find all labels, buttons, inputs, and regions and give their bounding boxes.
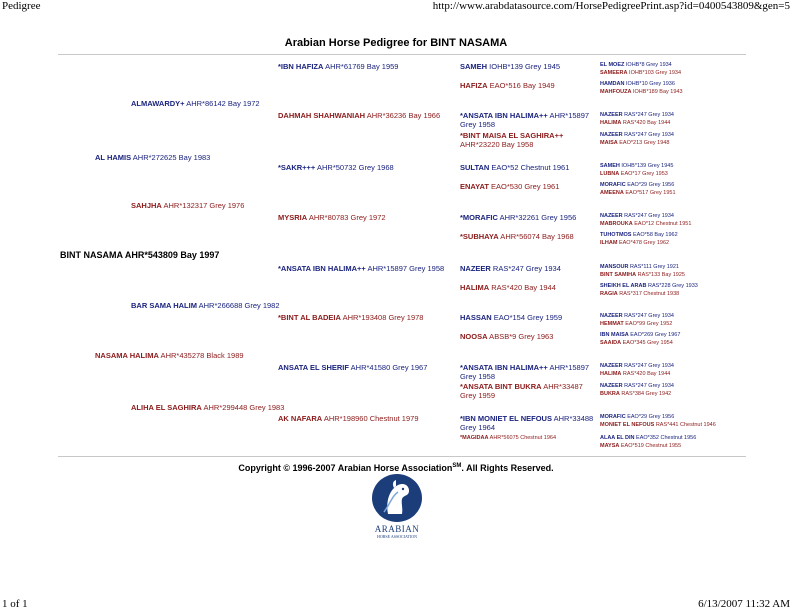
pedigree-entry-g5: IBN MAISA EAO*269 Grey 1967 — [600, 332, 681, 338]
horse-name[interactable]: ANSATA EL SHERIF — [278, 363, 349, 372]
pedigree-entry-g2: BAR SAMA HALIM AHR*266688 Grey 1982 — [131, 301, 280, 310]
horse-name[interactable]: *IBN MONIET EL NEFOUS — [460, 414, 552, 423]
horse-name[interactable]: ENAYAT — [460, 182, 489, 191]
pedigree-entry-g4: ENAYAT EAO*530 Grey 1961 — [460, 182, 560, 191]
arabian-horse-association-logo — [368, 474, 426, 540]
horse-name[interactable]: HAMDAN — [600, 81, 625, 87]
horse-name[interactable]: MORAFIC — [600, 182, 626, 188]
horse-name[interactable]: ALIHA EL SAGHIRA — [131, 403, 202, 412]
horse-name[interactable]: SAMEH — [460, 62, 488, 71]
print-header-left: Pedigree — [2, 0, 41, 12]
horse-name[interactable]: NAZEER — [600, 213, 623, 219]
horse-name[interactable]: *ANSATA IBN HALIMA++ — [460, 111, 548, 120]
pedigree-entry-g5: MANSOUR RAS*111 Grey 1921 — [600, 264, 679, 270]
page-title: Arabian Horse Pedigree for BINT NASAMA — [284, 37, 508, 49]
pedigree-entry-g5: SAAIDA EAO*345 Grey 1954 — [600, 340, 673, 346]
pedigree-entry-g5: BINT SAMIHA RAS*133 Bay 1925 — [600, 272, 685, 278]
pedigree-entry-g3: MYSRIA AHR*80783 Grey 1972 — [278, 213, 386, 222]
pedigree-entry-g2: ALMAWARDY+ AHR*86142 Bay 1972 — [131, 99, 260, 108]
horse-name[interactable]: MABROUKA — [600, 221, 633, 227]
horse-name[interactable]: SHEIKH EL ARAB — [600, 283, 647, 289]
pedigree-entry-g5: MAHFOUZA IOHB*189 Bay 1943 — [600, 89, 683, 95]
pedigree-entry-g5: ILHAM EAO*478 Grey 1962 — [600, 240, 670, 246]
logo-emblem — [372, 474, 422, 522]
horse-name[interactable]: BUKRA — [600, 391, 620, 397]
horse-name[interactable]: RAGIA — [600, 291, 618, 297]
pedigree-entry-g4: SULTAN EAO*52 Chestnut 1961 — [460, 163, 570, 172]
pedigree-entry-g5: MAISA EAO*213 Grey 1948 — [600, 140, 670, 146]
horse-name[interactable]: HALIMA — [600, 120, 622, 126]
horse-name[interactable]: NAZEER — [600, 112, 623, 118]
pedigree-entry-g4: *SUBHAYA AHR*56074 Bay 1968 — [460, 232, 574, 241]
pedigree-entry-g2: SAHJHA AHR*132317 Grey 1976 — [131, 201, 245, 210]
horse-name[interactable]: BAR SAMA HALIM — [131, 301, 197, 310]
pedigree-entry-g5: LUBNA EAO*17 Grey 1953 — [600, 171, 668, 177]
horse-name[interactable]: NAZEER — [600, 363, 623, 369]
pedigree-entry-g5: MABROUKA EAO*12 Chestnut 1951 — [600, 221, 692, 227]
copyright-notice: Copyright © 1996-2007 Arabian Horse Association℠. All Rights Reserved. — [238, 463, 554, 473]
horse-name[interactable]: HEMMAT — [600, 321, 624, 327]
pedigree-entry-g3: *BINT AL BADEIA AHR*193408 Grey 1978 — [278, 313, 424, 322]
horse-name[interactable]: IBN MAISA — [600, 332, 629, 338]
pedigree-entry-g5: NAZEER RAS*247 Grey 1934 — [600, 213, 674, 219]
horse-name[interactable]: LUBNA — [600, 171, 620, 177]
pedigree-entry-g4: HAFIZA EAO*516 Bay 1949 — [460, 81, 555, 90]
pedigree-entry-g3: *SAKR+++ AHR*50732 Grey 1968 — [278, 163, 394, 172]
horse-name[interactable]: BINT SAMIHA — [600, 272, 637, 278]
pedigree-entry-g4: *MORAFIC AHR*32261 Grey 1956 — [460, 213, 577, 222]
pedigree-entry-g3: *IBN HAFIZA AHR*61769 Bay 1959 — [278, 62, 399, 71]
horse-name[interactable]: MAHFOUZA — [600, 89, 632, 95]
horse-name[interactable]: EL MOEZ — [600, 62, 625, 68]
pedigree-entry-g5: NAZEER RAS*247 Grey 1934 — [600, 313, 674, 319]
horse-name[interactable]: ALMAWARDY+ — [131, 99, 185, 108]
pedigree-entry-g4: SAMEH IOHB*139 Grey 1945 — [460, 62, 561, 71]
pedigree-entry-g4: HALIMA RAS*420 Bay 1944 — [460, 283, 556, 292]
horse-name[interactable]: *BINT MAISA EL SAGHIRA++ — [460, 131, 564, 140]
pedigree-entry-g5: SHEIKH EL ARAB RAS*228 Grey 1933 — [600, 283, 698, 289]
horse-name[interactable]: MORAFIC — [600, 414, 626, 420]
horse-name[interactable]: NAZEER — [460, 264, 491, 273]
horse-name[interactable]: HALIMA — [460, 283, 490, 292]
horse-name[interactable]: HASSAN — [460, 313, 492, 322]
pedigree-entry-g5: NAZEER RAS*247 Grey 1934 — [600, 112, 674, 118]
horse-name[interactable]: ILHAM — [600, 240, 618, 246]
horse-name[interactable]: *BINT AL BADEIA — [278, 313, 341, 322]
horse-name[interactable]: MANSOUR — [600, 264, 629, 270]
pedigree-entry-g5: AMEENA EAO*517 Grey 1951 — [600, 190, 676, 196]
horse-name[interactable]: NAZEER — [600, 313, 623, 319]
horse-name[interactable]: *ANSATA BINT BUKRA — [460, 382, 542, 391]
pedigree-entry-g4: *MAGIDAA AHR*56075 Chestnut 1964 — [460, 435, 556, 441]
pedigree-entry-g5: HEMMAT EAO*99 Grey 1952 — [600, 321, 673, 327]
pedigree-entry-g5: SAMEH IOHB*139 Grey 1945 — [600, 163, 674, 169]
pedigree-entry-g4: *BINT MAISA EL SAGHIRA++ AHR*23220 Bay 1958 — [460, 131, 564, 149]
pedigree-entry-g4: NAZEER RAS*247 Grey 1934 — [460, 264, 561, 273]
pedigree-entry-g3: AK NAFARA AHR*198960 Chestnut 1979 — [278, 414, 419, 423]
pedigree-entry-g5: ALAA EL DIN EAO*352 Chestnut 1956 — [600, 435, 697, 441]
horse-name[interactable]: NAZEER — [600, 383, 623, 389]
pedigree-entry-g3: *ANSATA IBN HALIMA++ AHR*15897 Grey 1958 — [278, 264, 445, 273]
horse-name[interactable]: SAMEH — [600, 163, 620, 169]
pedigree-entry-g4: NOOSA ABSB*9 Grey 1963 — [460, 332, 554, 341]
pedigree-entry-dam: NASAMA HALIMA AHR*435278 Black 1989 — [95, 351, 244, 360]
horse-name[interactable]: MAISA — [600, 140, 618, 146]
logo-subtitle: HORSE ASSOCIATION — [376, 534, 418, 539]
horse-name[interactable]: AK NAFARA — [278, 414, 323, 423]
horse-name[interactable]: DAHMAH SHAHWANIAH — [278, 111, 366, 120]
pedigree-entry-g5: NAZEER RAS*247 Grey 1934 — [600, 363, 674, 369]
bottom-divider — [58, 456, 746, 457]
pedigree-entry-g5: HALIMA RAS*420 Bay 1944 — [600, 120, 671, 126]
horse-name[interactable]: TUHOTMOS — [600, 232, 632, 238]
horse-name[interactable]: *ANSATA IBN HALIMA++ — [278, 264, 366, 273]
pedigree-entry-g4: *ANSATA IBN HALIMA++ AHR*15897 Grey 1958 — [460, 363, 590, 381]
horse-name[interactable]: SAAIDA — [600, 340, 622, 346]
pedigree-entry-g5: HALIMA RAS*420 Bay 1944 — [600, 371, 671, 377]
pedigree-entry-g2: ALIHA EL SAGHIRA AHR*299448 Grey 1983 — [131, 403, 285, 412]
pedigree-entry-g5: MORAFIC EAO*29 Grey 1956 — [600, 182, 675, 188]
horse-name[interactable]: *MORAFIC — [460, 213, 498, 222]
pedigree-entry-g5: NAZEER RAS*247 Grey 1934 — [600, 132, 674, 138]
pedigree-entry-sire: AL HAMIS AHR*272625 Bay 1983 — [95, 153, 211, 162]
pedigree-entry-g5: RAGIA RAS*317 Chestnut 1938 — [600, 291, 680, 297]
logo-wordmark: ARABIAN — [374, 524, 420, 534]
pedigree-entry-g5: MONIET EL NEFOUS RAS*441 Chestnut 1946 — [600, 422, 716, 428]
horse-name[interactable]: *SAKR+++ — [278, 163, 316, 172]
print-footer-page: 1 of 1 — [2, 598, 28, 610]
horse-name[interactable]: HALIMA — [600, 371, 622, 377]
print-footer-date: 6/13/2007 11:32 AM — [698, 598, 790, 610]
horse-name[interactable]: MAYSA — [600, 443, 620, 449]
horse-name[interactable]: *ANSATA IBN HALIMA++ — [460, 363, 548, 372]
pedigree-entry-g5: HAMDAN IOHB*10 Grey 1936 — [600, 81, 675, 87]
pedigree-entry-g4: *ANSATA IBN HALIMA++ AHR*15897 Grey 1958 — [460, 111, 590, 129]
horse-name[interactable]: SULTAN — [460, 163, 490, 172]
pedigree-entry-g5: BUKRA RAS*384 Grey 1942 — [600, 391, 672, 397]
pedigree-entry-g5: MORAFIC EAO*29 Grey 1956 — [600, 414, 675, 420]
print-header-url: http://www.arabdatasource.com/HorsePedigreePrint.asp?id=0400543809&gen=5 — [432, 0, 790, 12]
horse-name[interactable]: AMEENA — [600, 190, 624, 196]
pedigree-entry-g4: *ANSATA BINT BUKRA AHR*33487 Grey 1959 — [460, 382, 583, 400]
horse-name[interactable]: AL HAMIS — [95, 153, 132, 162]
horse-name[interactable]: NOOSA — [460, 332, 488, 341]
pedigree-entry-g5: EL MOEZ IOHB*8 Grey 1934 — [600, 62, 672, 68]
pedigree-entry-g5: TUHOTMOS EAO*58 Bay 1962 — [600, 232, 678, 238]
pedigree-entry-g5: SAMEERA IOHB*103 Grey 1934 — [600, 70, 682, 76]
horse-head-icon — [372, 474, 422, 522]
horse-name[interactable]: *IBN HAFIZA — [278, 62, 324, 71]
pedigree-entry-g3: DAHMAH SHAHWANIAH AHR*36236 Bay 1966 — [278, 111, 441, 120]
horse-name[interactable]: MYSRIA — [278, 213, 308, 222]
horse-name[interactable]: SAMEERA — [600, 70, 628, 76]
horse-name[interactable]: MONIET EL NEFOUS — [600, 422, 655, 428]
horse-name[interactable]: NAZEER — [600, 132, 623, 138]
horse-name[interactable]: *MAGIDAA — [460, 435, 489, 441]
horse-name[interactable]: SAHJHA — [131, 201, 162, 210]
subject-horse: BINT NASAMA AHR*543809 Bay 1997 — [60, 250, 220, 260]
pedigree-entry-g3: ANSATA EL SHERIF AHR*41580 Grey 1967 — [278, 363, 428, 372]
horse-name[interactable]: *SUBHAYA — [460, 232, 499, 241]
pedigree-entry-g4: *IBN MONIET EL NEFOUS AHR*33488 Grey 1964 — [460, 414, 594, 432]
pedigree-entry-g5: MAYSA EAO*519 Chestnut 1955 — [600, 443, 682, 449]
top-divider — [58, 54, 746, 55]
horse-name[interactable]: ALAA EL DIN — [600, 435, 635, 441]
horse-name[interactable]: NASAMA HALIMA — [95, 351, 159, 360]
pedigree-entry-g4: HASSAN EAO*154 Grey 1959 — [460, 313, 563, 322]
horse-name[interactable]: HAFIZA — [460, 81, 488, 90]
pedigree-entry-g5: NAZEER RAS*247 Grey 1934 — [600, 383, 674, 389]
